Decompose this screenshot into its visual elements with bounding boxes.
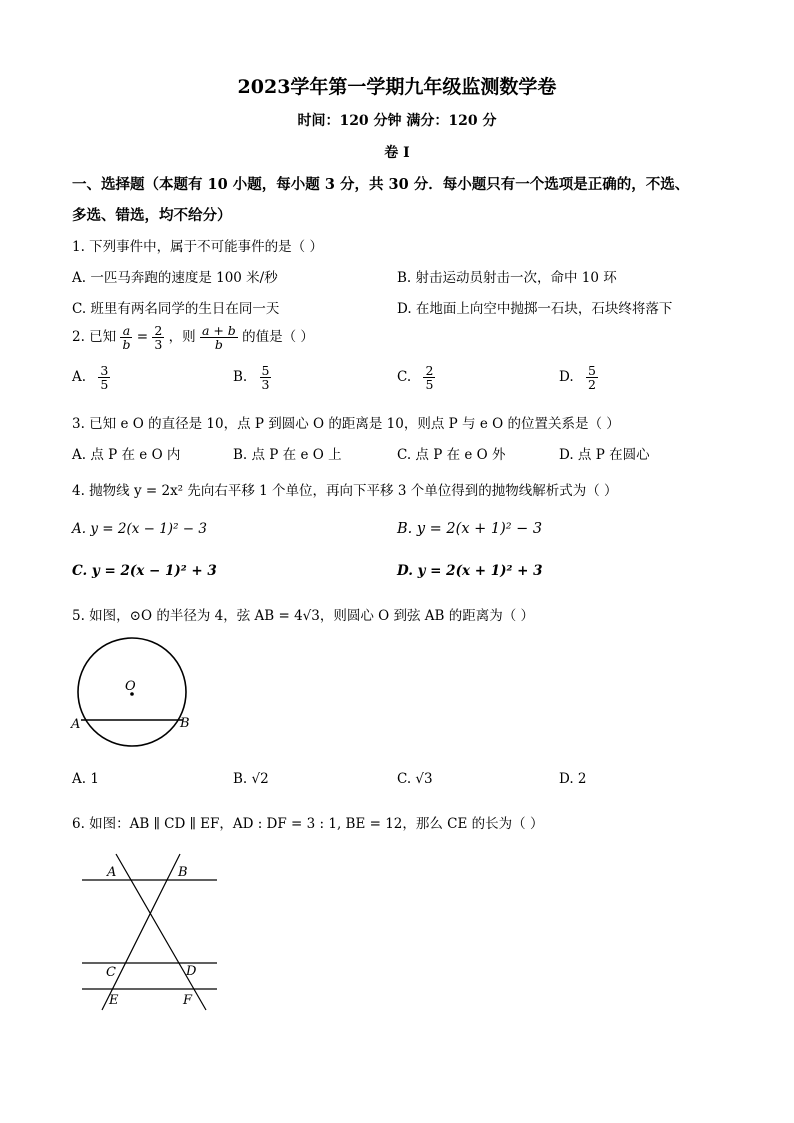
q2-option-b: B. $\frac{5}{3}$ — [233, 363, 270, 392]
q3-stem: 3. 已知 e O 的直径是 10，点 P 到圆心 O 的距离是 10，则点 P 与 e O 的位置关系是（ ） — [72, 416, 620, 432]
q5-stem: 5. 如图，⊙O 的半径为 4，弦 AB = 4√3，则圆心 O 到弦 AB 的距离为（ ） — [72, 608, 535, 624]
q2-mid: ，则 — [168, 329, 196, 345]
q5-option-b: B. √2 — [233, 771, 269, 787]
q2-option-d: D. $\frac{5}{2}$ — [559, 363, 596, 392]
q6-stem: 6. 如图：AB ∥ CD ∥ EF，AD : DF = 3 : 1, BE = 12，那么 CE 的长为（ ） — [72, 816, 544, 832]
label-c: C — [106, 965, 116, 980]
section-heading-line1: 一、选择题（本题有 10 小题，每小题 3 分，共 30 分．每小题只有一个选项是正确的，不选、 — [72, 176, 690, 193]
q1-option-c: C. 班里有两名同学的生日在同一天 — [72, 301, 280, 317]
page-title: 2023学年第一学期九年级监测数学卷 — [237, 76, 557, 98]
section-heading-line2: 多选、错选，均不给分） — [72, 207, 232, 224]
q1-option-a: A. 一匹马奔跑的速度是 100 米/秒 — [72, 270, 278, 286]
q2-stem — [72, 324, 314, 351]
transversal-ad — [116, 854, 206, 1010]
q1-option-d: D. 在地面上向空中抛掷一石块，石块终将落下 — [397, 301, 673, 317]
q5-option-a: A. 1 — [72, 771, 99, 787]
q2-fraction-ab: $\frac{a}{b}$ — [122, 323, 131, 352]
q4-option-c: C. y = 2(x − 1)² + 3 — [72, 563, 217, 579]
q5-option-d: D. 2 — [559, 771, 587, 787]
q2-equals: = — [136, 329, 149, 345]
label-f: F — [183, 993, 193, 1008]
q2-option-a: A. $\frac{3}{5}$ — [72, 363, 109, 392]
q2-fraction-23: $\frac{2}{3}$ — [154, 323, 163, 352]
q5-circle-figure — [68, 634, 198, 754]
q1-option-b: B. 射击运动员射击一次，命中 10 环 — [397, 270, 617, 286]
label-o: O — [125, 679, 136, 694]
q4-stem: 4. 抛物线 y = 2x² 先向右平移 1 个单位，再向下平移 3 个单位得到的抛物线解析式为（ ） — [72, 483, 618, 499]
q4-option-a: A. y = 2(x − 1)² − 3 — [72, 521, 207, 537]
label-a: A — [107, 865, 117, 880]
label-d: D — [186, 964, 197, 979]
label-b: B — [180, 716, 190, 731]
q5-option-c: C. √3 — [397, 771, 433, 787]
q6-parallel-lines-figure — [76, 846, 226, 1018]
q3-option-a: A. 点 P 在 e O 内 — [72, 447, 181, 463]
label-e: E — [109, 993, 119, 1008]
q2-fraction-apb-b: $\frac{a + b}{b}$ — [201, 323, 236, 352]
label-b: B — [178, 865, 188, 880]
q2-prefix: 2. 已知 — [72, 329, 117, 345]
exam-info: 时间：120 分钟 满分：120 分 — [297, 113, 497, 129]
q3-option-b: B. 点 P 在 e O 上 — [233, 447, 342, 463]
q4-option-b: B. y = 2(x + 1)² − 3 — [397, 521, 543, 537]
label-a: A — [71, 717, 81, 732]
q2-suffix: 的值是（ ） — [242, 329, 314, 345]
q3-option-c: C. 点 P 在 e O 外 — [397, 447, 506, 463]
q1-stem: 1. 下列事件中，属于不可能事件的是（ ） — [72, 239, 323, 255]
q3-option-d: D. 点 P 在圆心 — [559, 447, 650, 463]
q4-option-d: D. y = 2(x + 1)² + 3 — [397, 563, 543, 579]
q2-option-c: C. $\frac{2}{5}$ — [397, 363, 434, 392]
volume-label: 卷 I — [384, 145, 410, 161]
